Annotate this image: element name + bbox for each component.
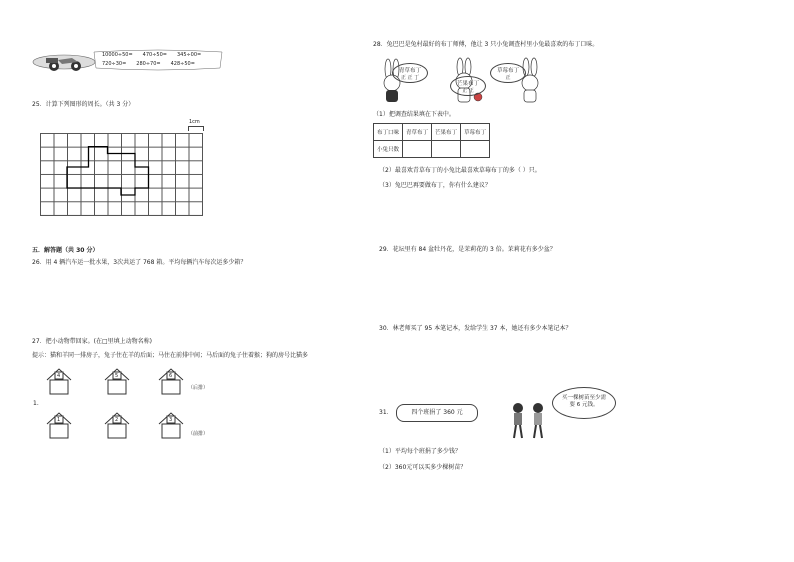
house-number: 3 bbox=[169, 417, 173, 423]
q27-hint: 提示：猫和羊同一排房子，兔子住在羊的后面；马住在前排中间；马后面的兔子住着猴；狗的房号比猫多 bbox=[32, 352, 309, 359]
polygon-shape bbox=[40, 133, 204, 217]
answer-cell[interactable] bbox=[461, 141, 490, 158]
q31-number: 31． bbox=[379, 409, 393, 416]
house-back-3 bbox=[158, 368, 184, 396]
house-front-2 bbox=[104, 412, 130, 440]
q28-sub3: （3）兔巴巴再要做布丁，你有什么建议？ bbox=[379, 182, 491, 189]
table-cell: 草莓布丁 bbox=[461, 124, 490, 141]
back-row-label: （后排） bbox=[188, 385, 209, 391]
answer-cell[interactable] bbox=[403, 141, 432, 158]
table-cell: 青草布丁 bbox=[403, 124, 432, 141]
house-number: 4 bbox=[57, 373, 61, 379]
exercise-item: 428÷50= bbox=[170, 61, 195, 67]
exercise-item: 470÷50= bbox=[142, 52, 167, 58]
bubble-marks: 正 bbox=[505, 75, 511, 81]
scale-label: 1cm bbox=[189, 119, 200, 125]
children-illustration bbox=[508, 400, 548, 442]
table-row bbox=[374, 141, 490, 158]
bubble-label: 芒果布丁 bbox=[456, 81, 479, 87]
q28-sub1: （1）把调查结果填在下表中。 bbox=[373, 111, 455, 118]
speech-bubble-right bbox=[552, 387, 616, 419]
bubble-text: 买一棵树苗至少需要 6 元钱。 bbox=[561, 395, 606, 408]
table-cell: 小兔只数 bbox=[374, 141, 403, 158]
exercise-item: 345÷00= bbox=[176, 52, 202, 58]
speech-bubble bbox=[450, 76, 486, 96]
q26-text: 26．用 4 辆汽车运一批水果，3次共运了 768 箱。平均每辆汽车每次运多少箱？ bbox=[32, 259, 247, 266]
exercise-item: 10000÷50= bbox=[102, 52, 133, 58]
table-row bbox=[374, 124, 490, 141]
exercise-strip bbox=[92, 49, 224, 71]
section-title: 五．解答题（共 30 分） bbox=[32, 247, 99, 254]
house-front-3 bbox=[158, 412, 184, 440]
motorcycle-illustration bbox=[32, 50, 96, 74]
exercise-item: 720÷30= bbox=[102, 61, 127, 67]
house-number: 2 bbox=[115, 417, 119, 423]
q31-sub2: （2）360元可以买多少棵树苗？ bbox=[379, 464, 467, 471]
bubble-marks: 正 正 bbox=[462, 88, 474, 94]
house-back-2 bbox=[104, 368, 130, 396]
bubble-label: 青草布丁 bbox=[398, 68, 421, 74]
house-number: 5 bbox=[115, 373, 119, 379]
speech-bubble bbox=[392, 63, 428, 83]
front-row-label: （前排） bbox=[188, 431, 209, 437]
scale-bracket bbox=[188, 126, 204, 131]
bubble-text: 四个班捐了 360 元 bbox=[411, 409, 463, 416]
speech-bubble bbox=[490, 63, 526, 83]
house-front-1 bbox=[46, 412, 72, 440]
q25-title: 25．计算下列图形的周长。（共 3 分） bbox=[32, 101, 135, 108]
table-cell: 芒果布丁 bbox=[432, 124, 461, 141]
q30-text: 30．林老师买了 95 本笔记本，发给学生 37 本，她还有多少本笔记本？ bbox=[379, 325, 572, 332]
table-cell: 布丁口味 bbox=[374, 124, 403, 141]
q31-sub1: （1）平均每个班捐了多少钱？ bbox=[379, 448, 461, 455]
answer-cell[interactable] bbox=[432, 141, 461, 158]
q29-text: 29．花坛里有 84 盆牡丹花，是茉莉花的 3 倍。茉莉花有多少盆？ bbox=[379, 246, 556, 253]
house-number: 6 bbox=[169, 373, 173, 379]
q27-title: 27．把小动物带回家。(在□里填上动物名称) bbox=[32, 338, 152, 345]
q28-title: 28．兔巴巴是兔村最好的布丁师傅，他让 3 只小兔调查村里小兔最喜欢的布丁口味。 bbox=[373, 41, 599, 48]
survey-table bbox=[373, 123, 490, 158]
bubble-marks: 正 正 丁 bbox=[400, 75, 420, 81]
speech-bubble-left bbox=[396, 404, 478, 422]
bubble-label: 草莓布丁 bbox=[496, 68, 519, 74]
q28-sub2: （2）最喜欢青草布丁的小兔比最喜欢草莓布丁的多（ ）只。 bbox=[379, 167, 541, 174]
exercise-item: 280÷70= bbox=[136, 61, 161, 67]
house-number: 1 bbox=[57, 417, 61, 423]
house-back-1 bbox=[46, 368, 72, 396]
line-marker: 1. bbox=[33, 400, 39, 407]
